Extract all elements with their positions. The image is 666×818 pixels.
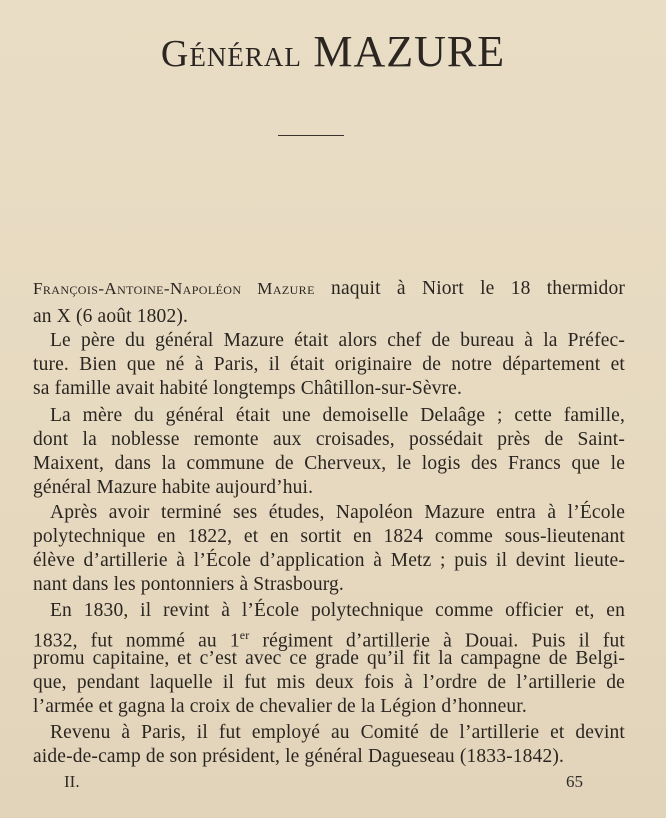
text-line: Maixent, dans la commune de Cherveux, le logis des Francs que le (33, 453, 625, 474)
text-line: an X (6 août 1802). (33, 306, 189, 327)
text-line: En 1830, il revint à l’École polytechnique comme officier et, en (50, 600, 625, 621)
text-line: sa famille avait habité longtemps Châtillon-sur-Sèvre. (33, 378, 463, 399)
text-span: régiment d’artillerie à Douai. Puis il fut (249, 630, 626, 652)
title-name: MAZURE (313, 27, 506, 76)
text-line: La mère du général était une demoiselle Delaâge ; cette famille, (50, 405, 625, 426)
page-number: 65 (566, 772, 583, 791)
text-line: nant dans les pontonniers à Strasbourg. (33, 574, 344, 595)
title-rule-divider (278, 135, 344, 136)
text-line: aide-de-camp de son président, le général Dagueseau (1833-1842). (33, 746, 565, 767)
text-line: que, pendant laquelle il fut mis deux fois à l’ordre de l’artillerie de (33, 672, 625, 693)
title-prefix: Général (160, 33, 302, 75)
text-line: ture. Bien que né à Paris, il était originaire de notre département et (33, 354, 625, 375)
text-span: naquit à Niort le 18 thermidor (314, 278, 625, 299)
text-line: Le père du général Mazure était alors chef de bureau à la Préfec- (50, 330, 625, 351)
text-line: l’armée et gagna la croix de chevalier de la Légion d’honneur. (33, 696, 527, 717)
text-line: général Mazure habite aujourd’hui. (33, 477, 314, 498)
text-line: Revenu à Paris, il fut employé au Comité de l’artillerie et devint (50, 722, 625, 743)
ordinal-superscript: er (239, 628, 250, 642)
page-title (0, 26, 666, 77)
text-line: Après avoir terminé ses études, Napoléon Mazure entra à l’École (50, 502, 625, 523)
text-line: promu capitaine, et c’est avec ce grade qu’il fit la campagne de Belgi- (33, 648, 625, 669)
text-span: 1832, fut nommé au 1 (33, 630, 240, 652)
text-line: dont la noblesse remonte aux croisades, possédait près de Saint- (33, 429, 625, 450)
signature-mark: II. (64, 772, 80, 791)
text-line (33, 278, 625, 300)
subject-name: François-Antoine-Napoléon Mazure (33, 279, 315, 298)
text-line: élève d’artillerie à l’École d’application à Metz ; puis il devint lieute- (33, 550, 625, 571)
text-line: polytechnique en 1822, et en sortit en 1824 comme sous-lieutenant (33, 526, 625, 547)
